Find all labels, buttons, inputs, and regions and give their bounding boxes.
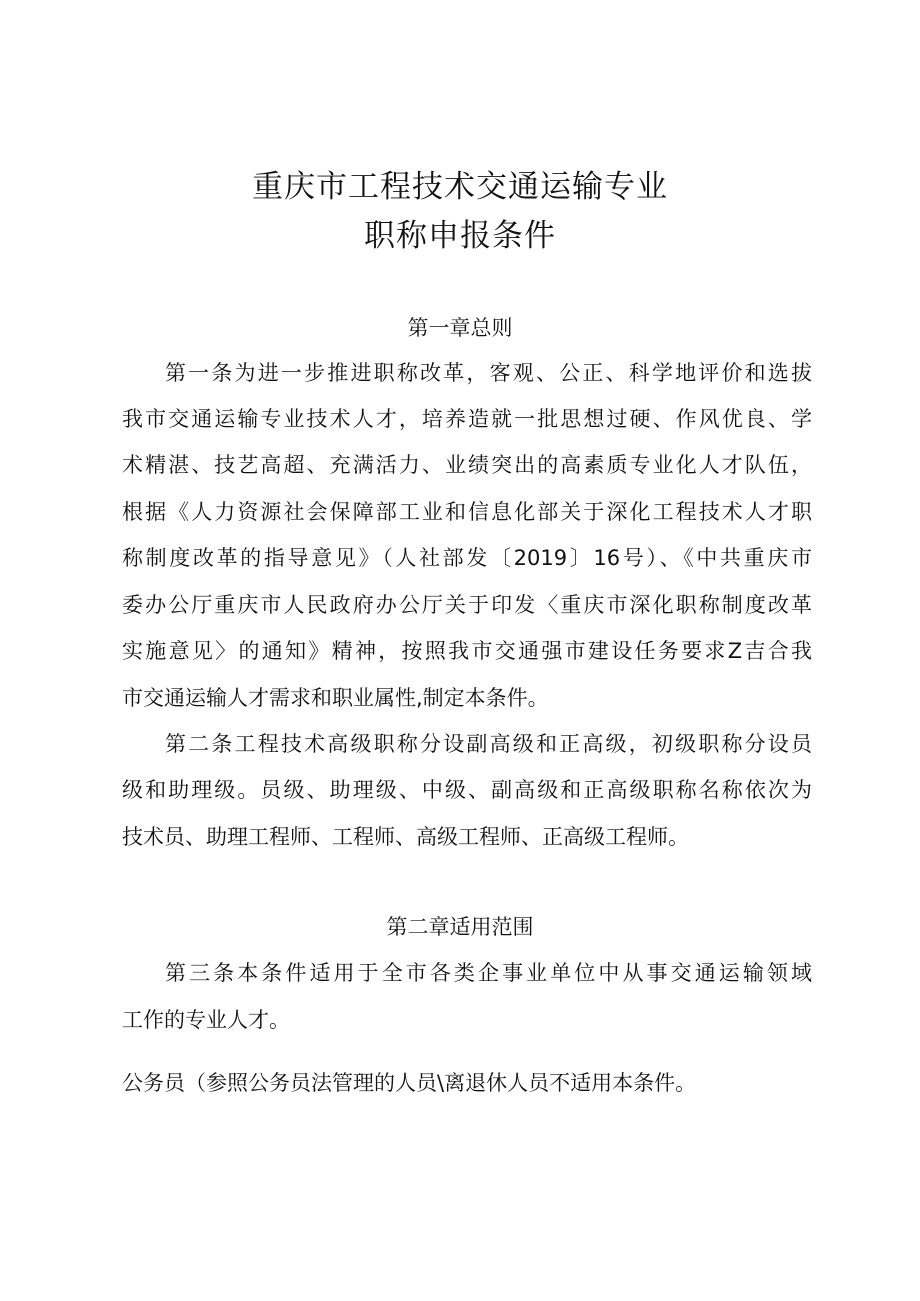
- article-1-line: 称制度改革的指导意见》（人社部发〔2019〕16号）、《中共重庆市: [122, 546, 812, 570]
- article-2-line: 第二条工程技术高级职称分设副高级和正高级，初级职称分设员: [165, 732, 812, 756]
- article-1-line: 第一条为进一步推进职称改革，客观、公正、科学地评价和选拔: [165, 361, 812, 385]
- article-3-line: 工作的专业人才。: [122, 1008, 290, 1032]
- article-1-line: 委办公厅重庆市人民政府办公厅关于印发〈重庆市深化职称制度改革: [122, 593, 812, 617]
- article-2-line: 技术员、助理工程师、工程师、高级工程师、正高级工程师。: [122, 825, 689, 849]
- article-1-line: 根据《人力资源社会保障部工业和信息化部关于深化工程技术人才职: [122, 500, 812, 524]
- document-title-line-2: 职称申报条件: [364, 218, 556, 254]
- article-1-line: 我市交通运输专业技术人才，培养造就一批思想过硬、作风优良、学: [122, 407, 812, 431]
- note-line: 公务员（参照公务员法管理的人员\离退休人员不适用本条件。: [122, 1071, 697, 1095]
- article-3-line: 第三条本条件适用于全市各类企事业单位中从事交通运输领域: [165, 961, 812, 985]
- article-1-line: 术精湛、技艺高超、充满活力、业绩突出的高素质专业化人才队伍，: [122, 453, 812, 477]
- article-1-line: 市交通运输人才需求和职业属性,制定本条件。: [122, 686, 549, 710]
- chapter-1-heading: 第一章总则: [407, 316, 513, 340]
- chapter-2-heading: 第二章适用范围: [386, 915, 534, 939]
- article-2-line: 级和助理级。员级、助理级、中级、副高级和正高级职称名称依次为: [122, 778, 812, 802]
- article-1-line: 实施意见〉的通知》精神，按照我市交通强市建设任务要求Z吉合我: [122, 639, 812, 663]
- document-title-line-1: 重庆市工程技术交通运输专业: [252, 169, 668, 205]
